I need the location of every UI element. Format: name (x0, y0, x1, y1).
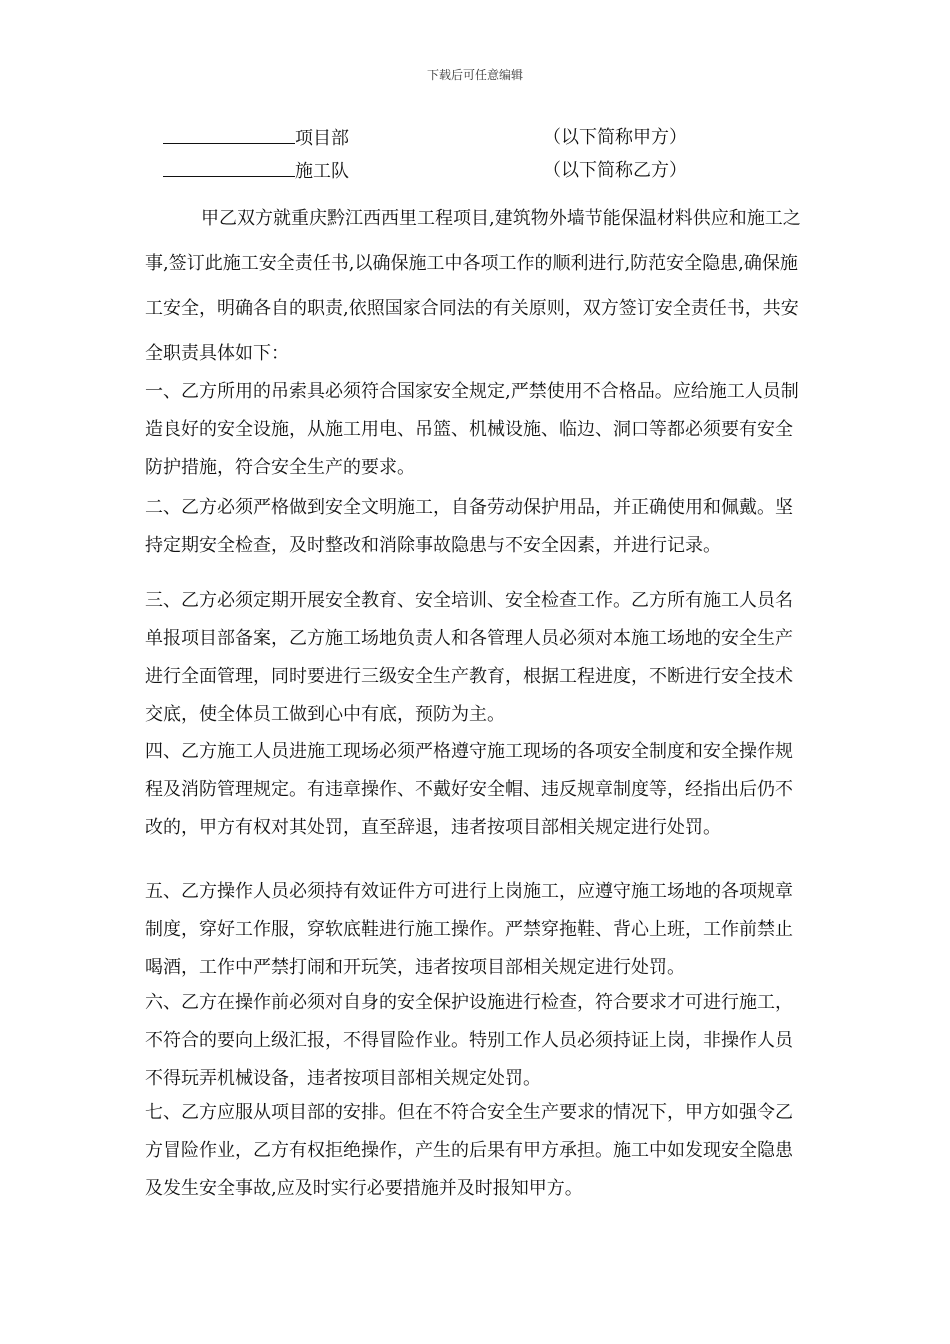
signature-blank-a (163, 123, 295, 144)
party-a-alias: （以下简称甲方） (543, 127, 687, 148)
clause-6: 六、乙方在操作前必须对自身的安全保护设施进行检查，符合要求才可进行施工，不符合的要向上级汇报，不得冒险作业。特别工作人员必须持证上岗，非操作人员不得玩弄机械设备，违者按项目部相关规定处罚。 (145, 992, 793, 1089)
clause-2: 二、乙方必须严格做到安全文明施工，自备劳动保护用品，并正确使用和佩戴。坚持定期安全检查，及时整改和消除事故隐患与不安全因素，并进行记录。 (145, 497, 793, 556)
party-b-alias: （以下简称乙方） (543, 160, 687, 181)
clause-4: 四、乙方施工人员进施工现场必须严格遵守施工现场的各项安全制度和安全操作规程及消防管理规定。有违章操作、不戴好安全帽、违反规章制度等，经指出后仍不改的，甲方有权对其处罚，直至辞退，违者按项目部相关规定进行处罚。 (145, 741, 793, 838)
party-a-role: 项目部 (295, 128, 349, 149)
clause-5: 五、乙方操作人员必须持有效证件方可进行上岗施工，应遵守施工场地的各项规章制度，穿好工作服，穿软底鞋进行施工操作。严禁穿拖鞋、背心上班，工作前禁止喝酒，工作中严禁打闹和开玩笑，违者按项目部相关规定进行处罚。 (145, 881, 793, 978)
party-b-role: 施工队 (295, 161, 349, 182)
intro-text: 甲乙双方就重庆黔江西西里工程项目,建筑物外墙节能保温材料供应和施工之事,签订此施工安全责任书,以确保施工中各项工作的顺利进行,防范安全隐患,确保施工安全，明确各自的职责,依照国家合同法的有关原则，双方签订安全责任书，共安全职责具体如下： (145, 208, 801, 364)
intro-paragraph (145, 196, 805, 376)
party-line-a (163, 123, 687, 153)
clause-7: 七、乙方应服从项目部的安排。但在不符合安全生产要求的情况下，甲方如强令乙方冒险作业，乙方有权拒绝操作，产生的后果有甲方承担。施工中如发现安全隐患及发生安全事故,应及时实行必要措施并及时报知甲方。 (145, 1102, 793, 1199)
header-note: 下载后可任意编辑 (426, 68, 523, 82)
party-line-b (163, 156, 687, 186)
signature-blank-b (163, 156, 295, 177)
clause-1: 一、乙方所用的吊索具必须符合国家安全规定,严禁使用不合格品。应给施工人员制造良好的安全设施，从施工用电、吊篮、机械设施、临边、洞口等都必须要有安全防护措施，符合安全生产的要求。 (145, 381, 799, 478)
clause-3: 三、乙方必须定期开展安全教育、安全培训、安全检查工作。乙方所有施工人员名单报项目部备案，乙方施工场地负责人和各管理人员必须对本施工场地的安全生产进行全面管理，同时要进行三级安全生产教育，根据工程进度，不断进行安全技术交底，使全体员工做到心中有底，预防为主。 (145, 590, 793, 725)
